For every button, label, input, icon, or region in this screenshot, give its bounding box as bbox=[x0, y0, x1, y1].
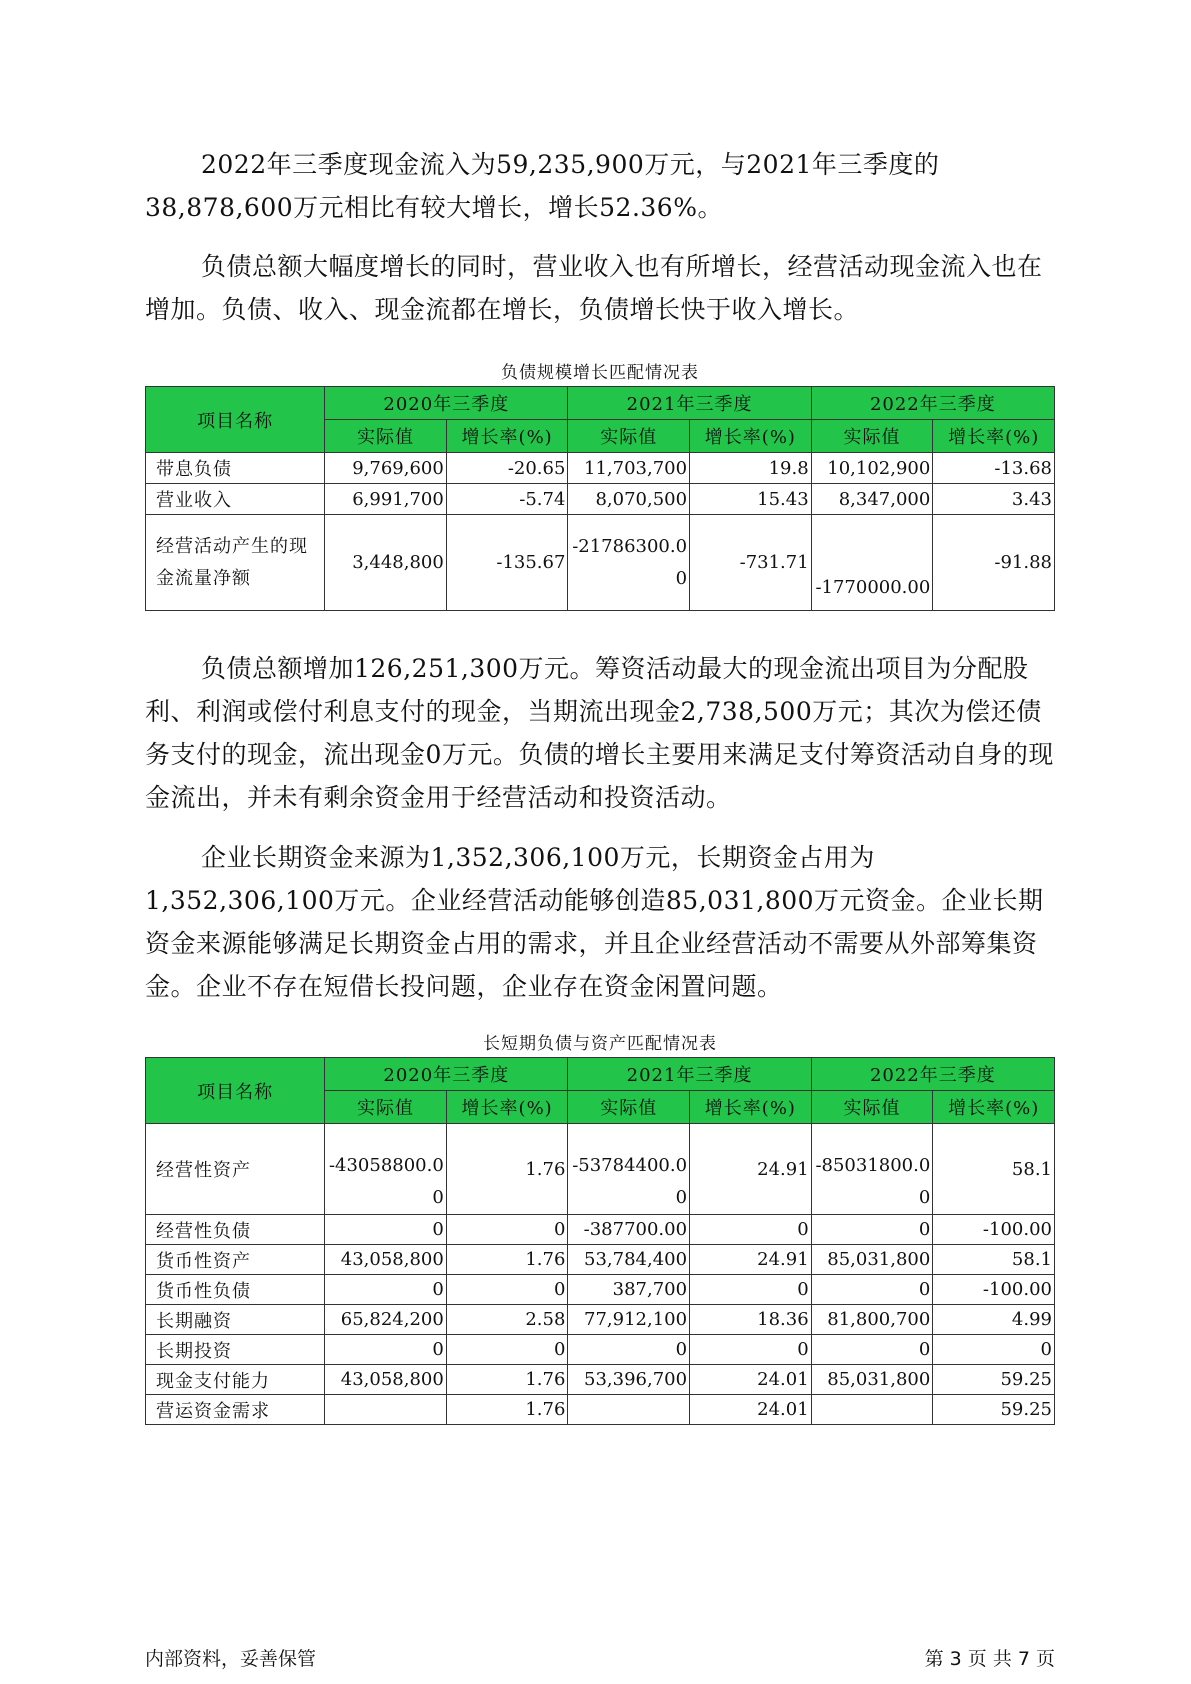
col-header-period: 2021年三季度 bbox=[568, 387, 811, 420]
cell: 24.91 bbox=[690, 1124, 812, 1215]
cell: -53784400.00 bbox=[568, 1124, 690, 1215]
cell: -13.68 bbox=[933, 453, 1055, 484]
col-header-period: 2022年三季度 bbox=[811, 387, 1054, 420]
cell: 9,769,600 bbox=[325, 453, 447, 484]
debt-asset-match-table bbox=[145, 1057, 1055, 1425]
cell: 24.91 bbox=[690, 1245, 812, 1275]
cell: 8,070,500 bbox=[568, 484, 690, 515]
debt-growth-table bbox=[145, 386, 1055, 611]
col-header-actual: 实际值 bbox=[811, 420, 933, 453]
col-header-growth: 增长率(%) bbox=[690, 420, 812, 453]
col-header-growth: 增长率(%) bbox=[690, 1091, 812, 1124]
cell: 0 bbox=[811, 1335, 933, 1365]
cell: 0 bbox=[446, 1275, 568, 1305]
cell: 59.25 bbox=[933, 1365, 1055, 1395]
row-label: 货币性负债 bbox=[146, 1275, 325, 1305]
cell: 0 bbox=[933, 1335, 1055, 1365]
row-label: 带息负债 bbox=[146, 453, 325, 484]
cell: 53,784,400 bbox=[568, 1245, 690, 1275]
table-row bbox=[146, 1245, 1055, 1275]
table-row bbox=[146, 1365, 1055, 1395]
cell: 77,912,100 bbox=[568, 1305, 690, 1335]
table-row bbox=[146, 1305, 1055, 1335]
col-header-name: 项目名称 bbox=[146, 1058, 325, 1124]
footer-page-number: 第 3 页 共 7 页 bbox=[924, 1648, 1055, 1670]
paragraph-cash-inflow: 2022年三季度现金流入为59,235,900万元，与2021年三季度的38,878,600万元相比有较大增长，增长52.36%。 bbox=[145, 150, 940, 222]
cell: 3,448,800 bbox=[325, 515, 447, 611]
cell: 81,800,700 bbox=[811, 1305, 933, 1335]
cell: 1.76 bbox=[446, 1124, 568, 1215]
footer-confidential-note: 内部资料，妥善保管 bbox=[145, 1648, 317, 1670]
cell: 0 bbox=[325, 1215, 447, 1245]
row-label: 营业收入 bbox=[146, 484, 325, 515]
cell: 1.76 bbox=[446, 1245, 568, 1275]
cell: -43058800.00 bbox=[325, 1124, 447, 1215]
col-header-name: 项目名称 bbox=[146, 387, 325, 453]
cell: -20.65 bbox=[446, 453, 568, 484]
col-header-growth: 增长率(%) bbox=[933, 420, 1055, 453]
cell: -1770000.00 bbox=[811, 515, 933, 611]
row-label: 营运资金需求 bbox=[146, 1395, 325, 1425]
cell: 8,347,000 bbox=[811, 484, 933, 515]
table-row bbox=[146, 1124, 1055, 1215]
cell bbox=[568, 1395, 690, 1425]
row-label: 长期融资 bbox=[146, 1305, 325, 1335]
cell: 0 bbox=[811, 1275, 933, 1305]
cell: 65,824,200 bbox=[325, 1305, 447, 1335]
cell: 10,102,900 bbox=[811, 453, 933, 484]
cell: 58.1 bbox=[933, 1124, 1055, 1215]
table-row bbox=[146, 1335, 1055, 1365]
cell: 0 bbox=[568, 1335, 690, 1365]
col-header-actual: 实际值 bbox=[325, 420, 447, 453]
cell bbox=[811, 1395, 933, 1425]
row-label: 长期投资 bbox=[146, 1335, 325, 1365]
table-row bbox=[146, 515, 1055, 611]
cell: 85,031,800 bbox=[811, 1245, 933, 1275]
cell: -21786300.00 bbox=[568, 515, 690, 611]
col-header-actual: 实际值 bbox=[568, 420, 690, 453]
row-label: 经营活动产生的现金流量净额 bbox=[146, 515, 325, 611]
row-label: 货币性资产 bbox=[146, 1245, 325, 1275]
row-label: 经营性资产 bbox=[146, 1124, 325, 1215]
cell: 3.43 bbox=[933, 484, 1055, 515]
row-label: 经营性负债 bbox=[146, 1215, 325, 1245]
cell: -135.67 bbox=[446, 515, 568, 611]
cell: -387700.00 bbox=[568, 1215, 690, 1245]
cell: -5.74 bbox=[446, 484, 568, 515]
cell: 24.01 bbox=[690, 1365, 812, 1395]
col-header-actual: 实际值 bbox=[811, 1091, 933, 1124]
paragraph-long-term-funding: 企业长期资金来源为1,352,306,100万元，长期资金占用为1,352,306,100万元。企业经营活动能够创造85,031,800万元资金。企业长期资金来源能够满足长期资金占用的需求，并且企业经营活动不需要从外部筹集资金。企业不存在短借长投问题，企业存在资金闲置问题。 bbox=[145, 843, 1044, 1001]
cell: 0 bbox=[325, 1275, 447, 1305]
col-header-actual: 实际值 bbox=[325, 1091, 447, 1124]
col-header-actual: 实际值 bbox=[568, 1091, 690, 1124]
col-header-growth: 增长率(%) bbox=[446, 1091, 568, 1124]
cell: 0 bbox=[325, 1335, 447, 1365]
cell: 0 bbox=[690, 1275, 812, 1305]
cell: 43,058,800 bbox=[325, 1245, 447, 1275]
cell: 24.01 bbox=[690, 1395, 812, 1425]
cell: 58.1 bbox=[933, 1245, 1055, 1275]
cell: 59.25 bbox=[933, 1395, 1055, 1425]
cell: 0 bbox=[446, 1335, 568, 1365]
cell: 387,700 bbox=[568, 1275, 690, 1305]
row-label: 现金支付能力 bbox=[146, 1365, 325, 1395]
col-header-growth: 增长率(%) bbox=[933, 1091, 1055, 1124]
cell: -100.00 bbox=[933, 1275, 1055, 1305]
paragraph-debt-growth: 负债总额大幅度增长的同时，营业收入也有所增长，经营活动现金流入也在增加。负债、收入、现金流都在增长，负债增长快于收入增长。 bbox=[145, 252, 1043, 324]
table1-caption: 负债规模增长匹配情况表 bbox=[501, 363, 699, 383]
table-row bbox=[146, 484, 1055, 515]
cell: -731.71 bbox=[690, 515, 812, 611]
table-row bbox=[146, 1215, 1055, 1245]
cell: -100.00 bbox=[933, 1215, 1055, 1245]
cell: 15.43 bbox=[690, 484, 812, 515]
table2-caption: 长短期负债与资产匹配情况表 bbox=[483, 1034, 717, 1054]
cell: 1.76 bbox=[446, 1365, 568, 1395]
cell: 85,031,800 bbox=[811, 1365, 933, 1395]
col-header-period: 2022年三季度 bbox=[811, 1058, 1054, 1091]
cell: 19.8 bbox=[690, 453, 812, 484]
table-row bbox=[146, 1395, 1055, 1425]
cell: -85031800.00 bbox=[811, 1124, 933, 1215]
cell: -91.88 bbox=[933, 515, 1055, 611]
col-header-period: 2021年三季度 bbox=[568, 1058, 811, 1091]
cell: 2.58 bbox=[446, 1305, 568, 1335]
cell: 6,991,700 bbox=[325, 484, 447, 515]
table-row bbox=[146, 453, 1055, 484]
col-header-period: 2020年三季度 bbox=[325, 1058, 568, 1091]
cell: 11,703,700 bbox=[568, 453, 690, 484]
cell: 0 bbox=[811, 1215, 933, 1245]
col-header-period: 2020年三季度 bbox=[325, 387, 568, 420]
cell: 0 bbox=[690, 1335, 812, 1365]
cell: 43,058,800 bbox=[325, 1365, 447, 1395]
cell: 1.76 bbox=[446, 1395, 568, 1425]
cell: 0 bbox=[690, 1215, 812, 1245]
cell: 53,396,700 bbox=[568, 1365, 690, 1395]
cell bbox=[325, 1395, 447, 1425]
cell: 4.99 bbox=[933, 1305, 1055, 1335]
cell: 18.36 bbox=[690, 1305, 812, 1335]
table-row bbox=[146, 1275, 1055, 1305]
col-header-growth: 增长率(%) bbox=[446, 420, 568, 453]
paragraph-debt-usage: 负债总额增加126,251,300万元。筹资活动最大的现金流出项目为分配股利、利润或偿付利息支付的现金，当期流出现金2,738,500万元；其次为偿还债务支付的现金，流出现金0万元。负债的增长主要用来满足支付筹资活动自身的现金流出，并未有剩余资金用于经营活动和投资活动。 bbox=[145, 654, 1054, 812]
cell: 0 bbox=[446, 1215, 568, 1245]
